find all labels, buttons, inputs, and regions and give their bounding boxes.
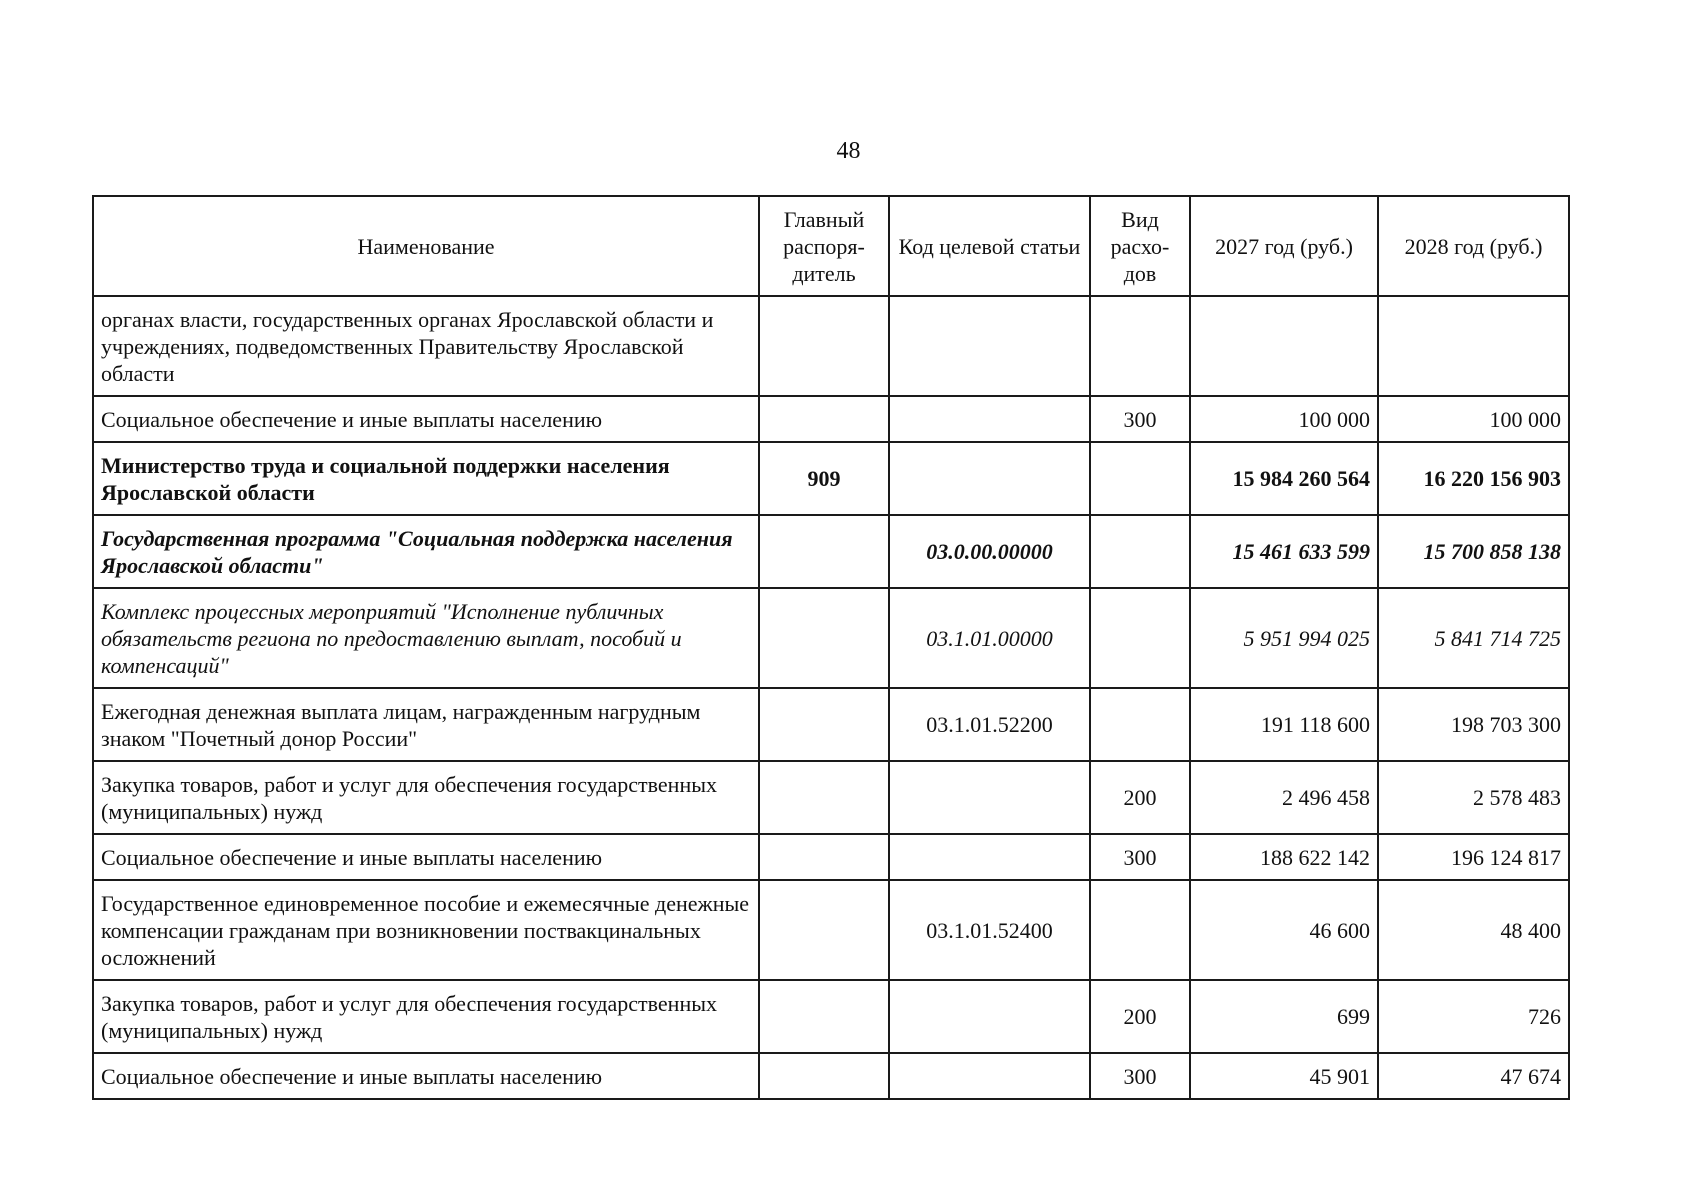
row-name: Закупка товаров, работ и услуг для обеспечения государственных (муниципальных) нужд bbox=[93, 761, 759, 834]
row-year-2028: 726 bbox=[1378, 980, 1569, 1053]
row-target-code: 03.1.01.52200 bbox=[889, 688, 1090, 761]
row-year-2027: 2 496 458 bbox=[1190, 761, 1378, 834]
header-year-2028: 2028 год (руб.) bbox=[1378, 196, 1569, 296]
table-row bbox=[93, 296, 1569, 396]
table-row bbox=[93, 834, 1569, 880]
row-name: Социальное обеспечение и иные выплаты населению bbox=[93, 1053, 759, 1099]
row-year-2027: 15 984 260 564 bbox=[1190, 442, 1378, 515]
row-target-code bbox=[889, 761, 1090, 834]
row-year-2028: 196 124 817 bbox=[1378, 834, 1569, 880]
table-row bbox=[93, 1053, 1569, 1099]
row-name: Социальное обеспечение и иные выплаты населению bbox=[93, 834, 759, 880]
header-name: Наименование bbox=[93, 196, 759, 296]
row-expense-type bbox=[1090, 515, 1190, 588]
row-expense-type: 300 bbox=[1090, 834, 1190, 880]
row-year-2027: 100 000 bbox=[1190, 396, 1378, 442]
table-row bbox=[93, 880, 1569, 980]
row-year-2027: 188 622 142 bbox=[1190, 834, 1378, 880]
row-main-manager bbox=[759, 834, 889, 880]
row-expense-type bbox=[1090, 688, 1190, 761]
row-target-code: 03.1.01.00000 bbox=[889, 588, 1090, 688]
row-year-2027: 46 600 bbox=[1190, 880, 1378, 980]
row-year-2027 bbox=[1190, 296, 1378, 396]
row-target-code bbox=[889, 396, 1090, 442]
table-row bbox=[93, 688, 1569, 761]
row-target-code bbox=[889, 834, 1090, 880]
row-name: Министерство труда и социальной поддержки населения Ярославской области bbox=[93, 442, 759, 515]
row-year-2028: 47 674 bbox=[1378, 1053, 1569, 1099]
row-year-2027: 15 461 633 599 bbox=[1190, 515, 1378, 588]
row-main-manager bbox=[759, 1053, 889, 1099]
table-row bbox=[93, 442, 1569, 515]
table-header-row bbox=[93, 196, 1569, 296]
row-main-manager bbox=[759, 588, 889, 688]
header-main-manager: Главный распоря-дитель bbox=[759, 196, 889, 296]
row-expense-type: 200 bbox=[1090, 980, 1190, 1053]
row-name: Закупка товаров, работ и услуг для обеспечения государственных (муниципальных) нужд bbox=[93, 980, 759, 1053]
row-name: Государственная программа "Социальная поддержка населения Ярославской области" bbox=[93, 515, 759, 588]
row-main-manager bbox=[759, 688, 889, 761]
row-year-2027: 699 bbox=[1190, 980, 1378, 1053]
row-name: Социальное обеспечение и иные выплаты населению bbox=[93, 396, 759, 442]
row-name: Государственное единовременное пособие и ежемесячные денежные компенсации гражданам при возникновении поствакцинальных осложнений bbox=[93, 880, 759, 980]
row-year-2027: 45 901 bbox=[1190, 1053, 1378, 1099]
row-expense-type bbox=[1090, 442, 1190, 515]
row-main-manager bbox=[759, 980, 889, 1053]
header-year-2027: 2027 год (руб.) bbox=[1190, 196, 1378, 296]
row-expense-type bbox=[1090, 880, 1190, 980]
row-year-2028: 48 400 bbox=[1378, 880, 1569, 980]
row-year-2028: 100 000 bbox=[1378, 396, 1569, 442]
row-year-2028: 16 220 156 903 bbox=[1378, 442, 1569, 515]
row-year-2028: 198 703 300 bbox=[1378, 688, 1569, 761]
row-main-manager bbox=[759, 880, 889, 980]
row-name: Ежегодная денежная выплата лицам, награжденным нагрудным знаком "Почетный донор России" bbox=[93, 688, 759, 761]
table-row bbox=[93, 588, 1569, 688]
row-main-manager bbox=[759, 296, 889, 396]
row-expense-type bbox=[1090, 588, 1190, 688]
row-year-2027: 5 951 994 025 bbox=[1190, 588, 1378, 688]
header-target-code: Код целевой статьи bbox=[889, 196, 1090, 296]
row-year-2027: 191 118 600 bbox=[1190, 688, 1378, 761]
row-expense-type: 300 bbox=[1090, 1053, 1190, 1099]
row-target-code bbox=[889, 296, 1090, 396]
table-row bbox=[93, 980, 1569, 1053]
row-name: Комплекс процессных мероприятий "Исполнение публичных обязательств региона по предоставлению выплат, пособий и компенсаций" bbox=[93, 588, 759, 688]
row-year-2028 bbox=[1378, 296, 1569, 396]
row-target-code bbox=[889, 980, 1090, 1053]
row-expense-type bbox=[1090, 296, 1190, 396]
row-target-code: 03.0.00.00000 bbox=[889, 515, 1090, 588]
table-row bbox=[93, 396, 1569, 442]
row-name: органах власти, государственных органах Ярославской области и учреждениях, подведомственных Правительству Ярославской области bbox=[93, 296, 759, 396]
row-target-code: 03.1.01.52400 bbox=[889, 880, 1090, 980]
row-year-2028: 2 578 483 bbox=[1378, 761, 1569, 834]
header-expense-type: Вид расхо-дов bbox=[1090, 196, 1190, 296]
row-target-code bbox=[889, 442, 1090, 515]
table-row bbox=[93, 761, 1569, 834]
row-main-manager bbox=[759, 396, 889, 442]
row-year-2028: 5 841 714 725 bbox=[1378, 588, 1569, 688]
row-main-manager bbox=[759, 761, 889, 834]
budget-table bbox=[92, 195, 1570, 1100]
row-expense-type: 200 bbox=[1090, 761, 1190, 834]
row-main-manager: 909 bbox=[759, 442, 889, 515]
row-year-2028: 15 700 858 138 bbox=[1378, 515, 1569, 588]
table-row bbox=[93, 515, 1569, 588]
row-main-manager bbox=[759, 515, 889, 588]
page-number: 48 bbox=[836, 138, 861, 164]
row-target-code bbox=[889, 1053, 1090, 1099]
row-expense-type: 300 bbox=[1090, 396, 1190, 442]
